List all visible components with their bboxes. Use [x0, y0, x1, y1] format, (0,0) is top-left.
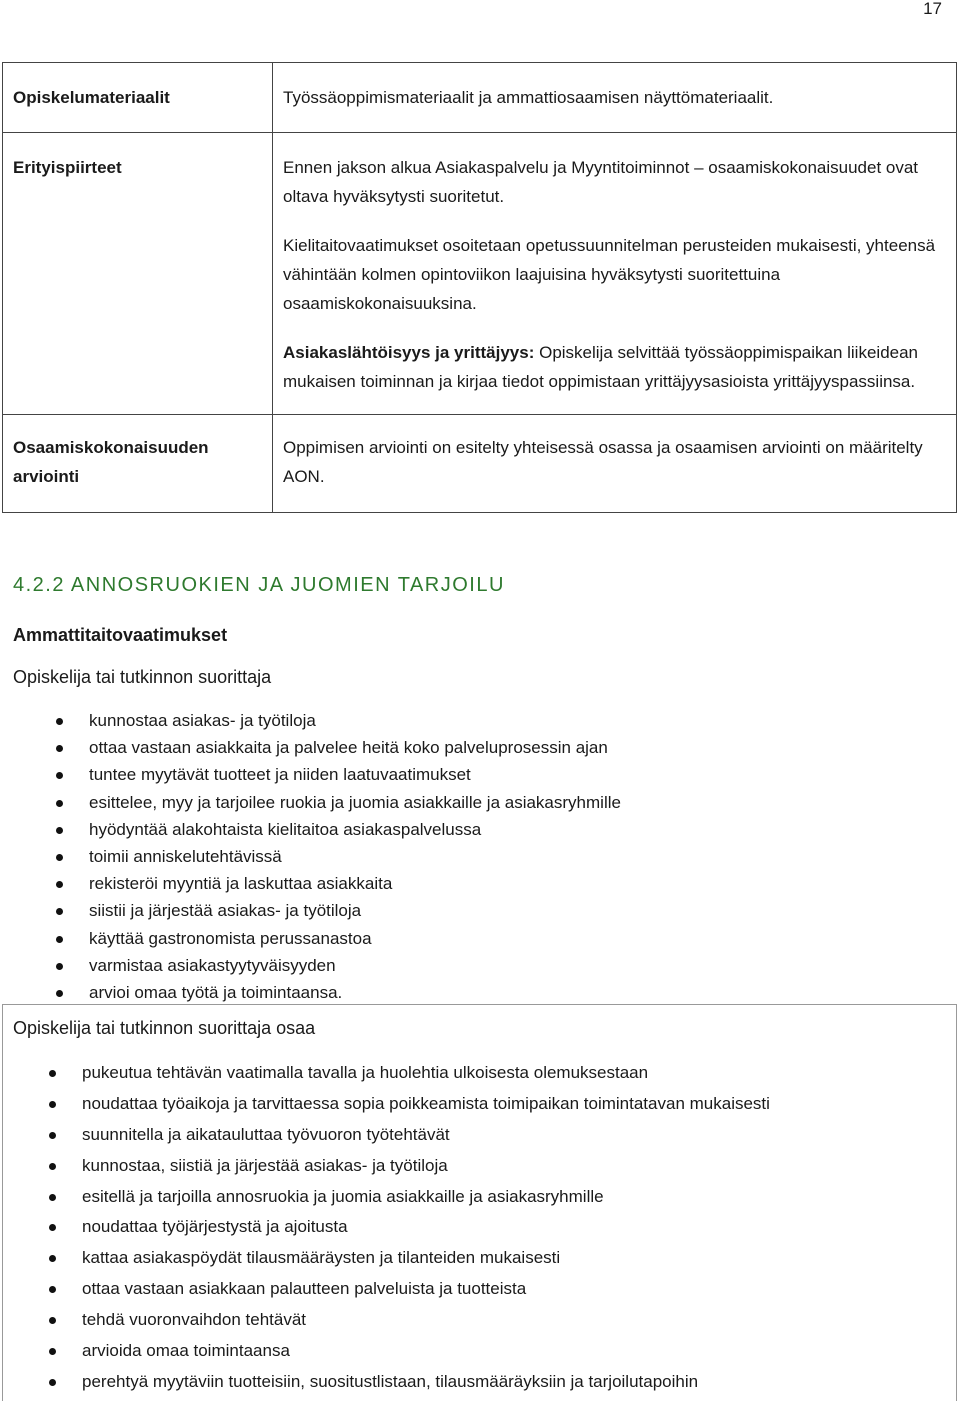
row-paragraph: Ennen jakson alkua Asiakaspalvelu ja Myyntitoiminnot – osaamiskokonaisuudet ovat oltava hyväksytysti suoritetut.: [283, 158, 919, 206]
row-label-text: Opiskelumateriaalit: [13, 88, 170, 107]
row-label: [3, 63, 273, 133]
row-content: [273, 415, 957, 513]
bullet-icon: [49, 1348, 56, 1355]
bullet-icon: [49, 1317, 56, 1324]
list-item-text: tuntee myytävät tuotteet ja niiden laatuvaatimukset: [89, 765, 471, 785]
list-item-text: tehdä vuoronvaihdon tehtävät: [82, 1310, 307, 1330]
row-label: [3, 415, 273, 513]
list-item-text: esitellä ja tarjoilla annosruokia ja juomia asiakkaille ja asiakasryhmille: [82, 1186, 604, 1206]
divider: [2, 1004, 3, 1401]
row-content: [273, 133, 957, 415]
bullet-icon: [56, 990, 63, 997]
list-item-text: esittelee, myy ja tarjoilee ruokia ja juomia asiakkaille ja asiakasryhmille: [89, 792, 621, 812]
bullet-icon: [49, 1163, 56, 1170]
list-item-text: pukeutua tehtävän vaatimalla tavalla ja huolehtia ulkoisesta olemuksestaan: [82, 1063, 649, 1082]
section-subheading: Ammattitaitovaatimukset: [13, 625, 228, 645]
list-item-text: hyödyntää alakohtaista kielitaitoa asiakaspalvelussa: [89, 819, 482, 839]
row-label: [3, 133, 273, 415]
section-heading: 4.2.2 ANNOSRUOKIEN JA JUOMIEN TARJOILU: [13, 574, 505, 596]
list-item-text: varmistaa asiakastyytyväisyyden: [89, 955, 336, 975]
paragraph-lead: Asiakaslähtöisyys ja yrittäjyys:: [283, 343, 535, 362]
row-label-text: Osaamiskokonaisuuden arviointi: [13, 438, 209, 486]
bullet-icon: [49, 1132, 56, 1139]
bullet-icon: [56, 963, 63, 970]
list-item-text: noudattaa työjärjestystä ja ajoitusta: [82, 1217, 348, 1237]
list-item-text: siistii ja järjestää asiakas- ja työtiloja: [89, 901, 362, 921]
list-item-text: toimii anniskelutehtävissä: [89, 846, 282, 866]
list-intro: Opiskelija tai tutkinnon suorittaja: [13, 667, 272, 687]
list-item-text: kattaa asiakaspöydät tilausmääräysten ja tilanteiden mukaisesti: [82, 1248, 561, 1268]
list-item-text: ottaa vastaan asiakkaan palautteen palveluista ja tuotteista: [82, 1279, 527, 1299]
bullet-icon: [49, 1224, 56, 1231]
bullet-icon: [49, 1101, 56, 1108]
bullet-icon: [49, 1070, 56, 1077]
table-row: [3, 415, 957, 513]
list-item-text: perehtyä myytäviin tuotteisiin, suositustlistaan, tilausmääräyksiin ja tarjoilutapoihin: [82, 1371, 699, 1391]
bullet-icon: [49, 1379, 56, 1386]
row-paragraph: Kielitaitovaatimukset osoitetaan opetussuunnitelman perusteiden mukaisesti, yhteensä vähintään kolmen opintoviikon laajuisina hyväksytysti suoritettuina osaamiskokonaisuuksina.: [283, 236, 936, 313]
bullet-icon: [56, 718, 63, 725]
bullet-icon: [49, 1194, 56, 1201]
bullet-icon: [56, 854, 63, 861]
list-item-text: kunnostaa, siistiä ja järjestää asiakas- ja työtiloja: [82, 1155, 448, 1175]
info-table: [2, 62, 957, 513]
bullet-icon: [49, 1255, 56, 1262]
list-item-text: arvioida omaa toimintaansa: [82, 1341, 290, 1361]
list-intro: Opiskelija tai tutkinnon suorittaja osaa: [13, 1018, 316, 1038]
row-paragraph: Oppimisen arviointi on esitelty yhteisessä osassa ja osaamisen arviointi on määritelty AON.: [283, 438, 923, 486]
bullet-icon: [49, 1286, 56, 1293]
list-item-text: kunnostaa asiakas- ja työtiloja: [89, 711, 316, 730]
bullet-icon: [56, 800, 63, 807]
bullet-icon: [56, 908, 63, 915]
table-row: [3, 133, 957, 415]
row-label-text: Erityispiirteet: [13, 158, 122, 177]
list-item-text: ottaa vastaan asiakkaita ja palvelee heitä koko palveluprosessin ajan: [89, 738, 608, 758]
list-item-text: suunnitella ja aikatauluttaa työvuoron työtehtävät: [82, 1124, 450, 1144]
list-item-text: arvioi omaa työtä ja toimintaansa.: [89, 982, 343, 1002]
divider: [2, 1004, 957, 1005]
paragraph-rest: Opiskelija selvittää työssäoppimispaikan liikeidean mukaisen toiminnan ja kirjaa tiedot oppimistaan yrittäjyysasioista yrittäjyyspassiinsa.: [283, 343, 919, 391]
row-content: [273, 63, 957, 133]
table-row: [3, 63, 957, 133]
divider: [956, 1004, 957, 1401]
page-number: 17: [923, 0, 942, 18]
bullet-icon: [56, 772, 63, 779]
list-item-text: noudattaa työaikoja ja tarvittaessa sopia poikkeamista toimipaikan toimintatavan mukaisesti: [82, 1093, 770, 1113]
row-paragraph: Työssäoppimismateriaalit ja ammattiosaamisen näyttömateriaalit.: [283, 88, 774, 107]
bullet-icon: [56, 827, 63, 834]
row-paragraph: [283, 338, 946, 396]
list-item-text: rekisteröi myyntiä ja laskuttaa asiakkaita: [89, 874, 393, 894]
bullet-icon: [56, 936, 63, 943]
bullet-icon: [56, 745, 63, 752]
list-item-text: käyttää gastronomista perussanastoa: [89, 928, 372, 948]
bullet-icon: [56, 881, 63, 888]
